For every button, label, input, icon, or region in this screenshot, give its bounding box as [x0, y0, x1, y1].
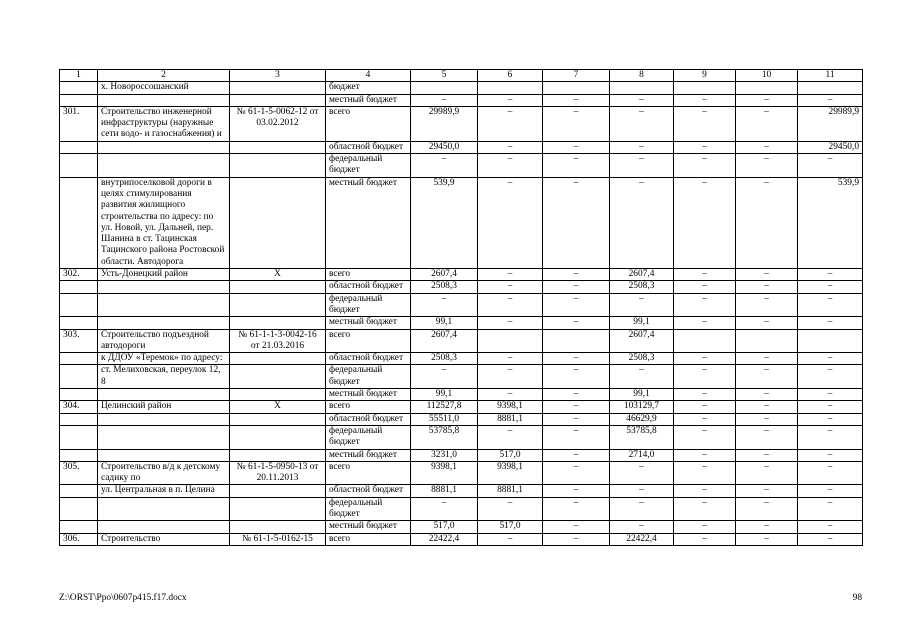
value-cell: –: [736, 269, 798, 281]
object-name-cell: [98, 94, 230, 106]
value-cell: –: [674, 154, 736, 178]
value-cell: –: [798, 281, 863, 293]
value-cell: 9398,1: [411, 461, 478, 485]
source-cell: местный бюджет: [326, 449, 411, 461]
doc-cell: № 61-1-5-0062-12 от 03.02.2012: [230, 106, 326, 141]
value-cell: 3231,0: [411, 449, 478, 461]
value-cell: 2508,3: [610, 353, 674, 365]
number-cell: [60, 353, 98, 365]
header-cell: 4: [326, 70, 411, 82]
value-cell: –: [736, 317, 798, 329]
value-cell: –: [798, 461, 863, 485]
doc-cell: [230, 449, 326, 461]
source-cell: областной бюджет: [326, 141, 411, 153]
value-cell: –: [674, 485, 736, 497]
value-cell: –: [543, 365, 610, 389]
value-cell: –: [610, 94, 674, 106]
value-cell: –: [736, 401, 798, 413]
number-cell: 302.: [60, 269, 98, 281]
value-cell: –: [674, 293, 736, 317]
value-cell: –: [674, 449, 736, 461]
source-cell: областной бюджет: [326, 485, 411, 497]
source-cell: федеральный бюджет: [326, 293, 411, 317]
value-cell: –: [674, 425, 736, 449]
value-cell: –: [478, 106, 543, 141]
value-cell: –: [478, 177, 543, 268]
value-cell: –: [543, 317, 610, 329]
doc-cell: [230, 293, 326, 317]
value-cell: –: [736, 177, 798, 268]
doc-cell: [230, 177, 326, 268]
value-cell: –: [674, 461, 736, 485]
source-cell: всего: [326, 461, 411, 485]
header-cell: 11: [798, 70, 863, 82]
object-name-cell: ст. Мелиховская, переулок 12, 8: [98, 365, 230, 389]
doc-cell: [230, 521, 326, 533]
source-cell: областной бюджет: [326, 281, 411, 293]
value-cell: –: [798, 365, 863, 389]
value-cell: –: [674, 141, 736, 153]
value-cell: 2607,4: [610, 329, 674, 353]
value-cell: –: [674, 401, 736, 413]
value-cell: –: [674, 365, 736, 389]
value-cell: –: [798, 497, 863, 521]
value-cell: 9398,1: [478, 401, 543, 413]
number-cell: [60, 365, 98, 389]
table-row: [60, 94, 863, 106]
table-row: [60, 389, 863, 401]
value-cell: –: [798, 413, 863, 425]
number-cell: [60, 293, 98, 317]
value-cell: –: [798, 521, 863, 533]
object-name-cell: [98, 389, 230, 401]
value-cell: –: [478, 389, 543, 401]
value-cell: –: [478, 141, 543, 153]
table-row: [60, 449, 863, 461]
value-cell: [674, 329, 736, 353]
value-cell: [674, 82, 736, 94]
value-cell: 8881,1: [411, 485, 478, 497]
value-cell: –: [543, 401, 610, 413]
table-row: [60, 329, 863, 353]
value-cell: –: [543, 425, 610, 449]
value-cell: [411, 82, 478, 94]
header-cell: 7: [543, 70, 610, 82]
value-cell: –: [610, 177, 674, 268]
value-cell: –: [543, 533, 610, 545]
value-cell: –: [736, 154, 798, 178]
table-row: [60, 533, 863, 545]
value-cell: 53785,8: [411, 425, 478, 449]
source-cell: всего: [326, 533, 411, 545]
value-cell: –: [798, 293, 863, 317]
value-cell: 99,1: [610, 389, 674, 401]
source-cell: всего: [326, 269, 411, 281]
value-cell: –: [674, 521, 736, 533]
value-cell: –: [736, 521, 798, 533]
number-cell: [60, 413, 98, 425]
value-cell: –: [543, 521, 610, 533]
value-cell: –: [543, 281, 610, 293]
value-cell: –: [478, 425, 543, 449]
header-cell: 2: [98, 70, 230, 82]
doc-cell: № 61-1-5-0162-15: [230, 533, 326, 545]
value-cell: –: [798, 485, 863, 497]
value-cell: –: [736, 497, 798, 521]
value-cell: –: [674, 269, 736, 281]
value-cell: [798, 329, 863, 353]
value-cell: –: [674, 533, 736, 545]
value-cell: 517,0: [478, 449, 543, 461]
value-cell: –: [798, 425, 863, 449]
value-cell: –: [798, 401, 863, 413]
value-cell: 29989,9: [798, 106, 863, 141]
object-name-cell: внутрипоселковой дороги в целях стимулирования развития жилищного строительства по адресу: по ул. Новой, ул. Дальней, пер. Шанина в ст. Тацинская Тацинского района Ростовской области. Автодорога: [98, 177, 230, 268]
value-cell: –: [798, 269, 863, 281]
table-row: [60, 521, 863, 533]
source-cell: областной бюджет: [326, 353, 411, 365]
value-cell: –: [736, 485, 798, 497]
value-cell: [736, 82, 798, 94]
value-cell: –: [736, 281, 798, 293]
value-cell: 2508,3: [610, 281, 674, 293]
budget-table: [59, 69, 863, 546]
value-cell: –: [411, 154, 478, 178]
table-row: [60, 293, 863, 317]
header-cell: 1: [60, 70, 98, 82]
value-cell: 112527,8: [411, 401, 478, 413]
value-cell: –: [610, 485, 674, 497]
object-name-cell: [98, 521, 230, 533]
object-name-cell: Строительство: [98, 533, 230, 545]
value-cell: –: [543, 106, 610, 141]
doc-cell: [230, 94, 326, 106]
value-cell: 22422,4: [411, 533, 478, 545]
value-cell: –: [736, 533, 798, 545]
value-cell: –: [543, 389, 610, 401]
value-cell: –: [478, 317, 543, 329]
number-cell: [60, 141, 98, 153]
number-cell: [60, 449, 98, 461]
object-name-cell: Строительство в/д к детскому садику по: [98, 461, 230, 485]
value-cell: 9398,1: [478, 461, 543, 485]
header-cell: 8: [610, 70, 674, 82]
value-cell: 99,1: [411, 317, 478, 329]
doc-cell: [230, 497, 326, 521]
value-cell: –: [543, 353, 610, 365]
value-cell: 2508,3: [411, 281, 478, 293]
value-cell: –: [478, 533, 543, 545]
header-cell: 9: [674, 70, 736, 82]
value-cell: 8881,1: [478, 485, 543, 497]
number-cell: [60, 389, 98, 401]
value-cell: [478, 329, 543, 353]
value-cell: –: [478, 154, 543, 178]
value-cell: –: [610, 497, 674, 521]
source-cell: всего: [326, 329, 411, 353]
value-cell: –: [543, 269, 610, 281]
doc-cell: [230, 485, 326, 497]
doc-cell: [230, 281, 326, 293]
table-row: [60, 497, 863, 521]
value-cell: 2607,4: [411, 329, 478, 353]
header-cell: 6: [478, 70, 543, 82]
table-row: [60, 353, 863, 365]
source-cell: всего: [326, 106, 411, 141]
value-cell: –: [543, 461, 610, 485]
value-cell: –: [543, 293, 610, 317]
header-row: [60, 70, 863, 82]
header-cell: 3: [230, 70, 326, 82]
value-cell: –: [478, 497, 543, 521]
source-cell: федеральный бюджет: [326, 365, 411, 389]
value-cell: –: [736, 353, 798, 365]
value-cell: –: [798, 449, 863, 461]
table-row: [60, 461, 863, 485]
value-cell: –: [478, 281, 543, 293]
source-cell: местный бюджет: [326, 94, 411, 106]
doc-cell: Х: [230, 401, 326, 413]
value-cell: –: [543, 154, 610, 178]
object-name-cell: Строительство подъездной автодороги: [98, 329, 230, 353]
value-cell: –: [411, 365, 478, 389]
object-name-cell: х. Новороссошанский: [98, 82, 230, 94]
table-body: [60, 82, 863, 546]
table-row: [60, 365, 863, 389]
value-cell: [478, 82, 543, 94]
value-cell: –: [610, 365, 674, 389]
object-name-cell: [98, 497, 230, 521]
table-row: [60, 401, 863, 413]
value-cell: –: [543, 177, 610, 268]
value-cell: –: [736, 141, 798, 153]
value-cell: –: [736, 449, 798, 461]
object-name-cell: Целинский район: [98, 401, 230, 413]
value-cell: –: [478, 293, 543, 317]
value-cell: –: [736, 425, 798, 449]
value-cell: –: [736, 106, 798, 141]
source-cell: федеральный бюджет: [326, 425, 411, 449]
value-cell: –: [674, 389, 736, 401]
header-cell: 5: [411, 70, 478, 82]
page-number: 98: [852, 593, 862, 603]
table-row: [60, 154, 863, 178]
table-row: [60, 425, 863, 449]
value-cell: 103129,7: [610, 401, 674, 413]
doc-cell: [230, 317, 326, 329]
value-cell: –: [674, 106, 736, 141]
value-cell: [610, 82, 674, 94]
value-cell: –: [798, 317, 863, 329]
value-cell: –: [736, 365, 798, 389]
value-cell: –: [610, 141, 674, 153]
value-cell: 29450,0: [411, 141, 478, 153]
value-cell: –: [798, 154, 863, 178]
value-cell: –: [674, 281, 736, 293]
object-name-cell: [98, 413, 230, 425]
object-name-cell: [98, 281, 230, 293]
value-cell: –: [411, 497, 478, 521]
value-cell: –: [674, 317, 736, 329]
value-cell: –: [543, 141, 610, 153]
value-cell: [798, 82, 863, 94]
source-cell: местный бюджет: [326, 177, 411, 268]
table-row: [60, 141, 863, 153]
value-cell: 2714,0: [610, 449, 674, 461]
value-cell: 2607,4: [610, 269, 674, 281]
object-name-cell: [98, 317, 230, 329]
object-name-cell: ул. Центральная в п. Целина: [98, 485, 230, 497]
object-name-cell: Строительство инженерной инфраструктуры (наружные сети водо- и газоснабжения) и: [98, 106, 230, 141]
value-cell: –: [610, 293, 674, 317]
object-name-cell: [98, 425, 230, 449]
number-cell: [60, 82, 98, 94]
value-cell: –: [543, 485, 610, 497]
value-cell: 539,9: [411, 177, 478, 268]
value-cell: 2508,3: [411, 353, 478, 365]
number-cell: [60, 521, 98, 533]
number-cell: [60, 497, 98, 521]
doc-cell: [230, 82, 326, 94]
doc-cell: [230, 389, 326, 401]
table-row: [60, 281, 863, 293]
table-row: [60, 317, 863, 329]
table-row: [60, 82, 863, 94]
table-row: [60, 413, 863, 425]
number-cell: 306.: [60, 533, 98, 545]
value-cell: –: [610, 461, 674, 485]
value-cell: 99,1: [411, 389, 478, 401]
number-cell: [60, 177, 98, 268]
table-row: [60, 177, 863, 268]
value-cell: 99,1: [610, 317, 674, 329]
value-cell: –: [736, 94, 798, 106]
value-cell: 55511,0: [411, 413, 478, 425]
value-cell: 517,0: [478, 521, 543, 533]
value-cell: –: [610, 521, 674, 533]
value-cell: 22422,4: [610, 533, 674, 545]
source-cell: бюджет: [326, 82, 411, 94]
value-cell: –: [674, 497, 736, 521]
value-cell: –: [543, 94, 610, 106]
value-cell: –: [674, 177, 736, 268]
value-cell: –: [478, 269, 543, 281]
value-cell: –: [674, 94, 736, 106]
value-cell: [736, 329, 798, 353]
value-cell: –: [798, 353, 863, 365]
number-cell: [60, 425, 98, 449]
object-name-cell: к ДДОУ «Теремок» по адресу:: [98, 353, 230, 365]
number-cell: [60, 154, 98, 178]
value-cell: [543, 82, 610, 94]
table-row: [60, 106, 863, 141]
value-cell: –: [478, 353, 543, 365]
number-cell: [60, 94, 98, 106]
value-cell: 517,0: [411, 521, 478, 533]
value-cell: –: [674, 413, 736, 425]
doc-cell: [230, 413, 326, 425]
value-cell: 8881,1: [478, 413, 543, 425]
doc-cell: [230, 425, 326, 449]
number-cell: 303.: [60, 329, 98, 353]
source-cell: местный бюджет: [326, 389, 411, 401]
number-cell: [60, 317, 98, 329]
number-cell: [60, 485, 98, 497]
value-cell: –: [736, 293, 798, 317]
doc-cell: Х: [230, 269, 326, 281]
source-cell: всего: [326, 401, 411, 413]
source-cell: областной бюджет: [326, 413, 411, 425]
doc-cell: № 61-1-1-3-0042-16 от 21.03.2016: [230, 329, 326, 353]
object-name-cell: [98, 293, 230, 317]
doc-cell: [230, 154, 326, 178]
object-name-cell: Усть-Донецкий район: [98, 269, 230, 281]
doc-cell: [230, 353, 326, 365]
number-cell: 305.: [60, 461, 98, 485]
number-cell: [60, 281, 98, 293]
object-name-cell: [98, 141, 230, 153]
source-cell: федеральный бюджет: [326, 497, 411, 521]
value-cell: –: [736, 413, 798, 425]
object-name-cell: [98, 449, 230, 461]
value-cell: [543, 329, 610, 353]
value-cell: –: [674, 353, 736, 365]
value-cell: –: [610, 154, 674, 178]
value-cell: –: [798, 389, 863, 401]
source-cell: местный бюджет: [326, 317, 411, 329]
value-cell: –: [478, 365, 543, 389]
footer-file-path: Z:\ORST\Ppo\0607p415.f17.docx: [59, 593, 187, 603]
value-cell: –: [411, 94, 478, 106]
value-cell: –: [411, 293, 478, 317]
value-cell: 2607,4: [411, 269, 478, 281]
doc-cell: № 61-1-5-0950-13 от 20.11.2013: [230, 461, 326, 485]
source-cell: местный бюджет: [326, 521, 411, 533]
value-cell: 29450,0: [798, 141, 863, 153]
number-cell: 301.: [60, 106, 98, 141]
value-cell: –: [736, 461, 798, 485]
doc-cell: [230, 365, 326, 389]
value-cell: 53785,8: [610, 425, 674, 449]
object-name-cell: [98, 154, 230, 178]
value-cell: –: [798, 94, 863, 106]
number-cell: 304.: [60, 401, 98, 413]
value-cell: –: [543, 497, 610, 521]
header-cell: 10: [736, 70, 798, 82]
table-row: [60, 485, 863, 497]
source-cell: федеральный бюджет: [326, 154, 411, 178]
table-row: [60, 269, 863, 281]
value-cell: –: [543, 413, 610, 425]
value-cell: –: [798, 533, 863, 545]
value-cell: –: [543, 449, 610, 461]
value-cell: –: [478, 94, 543, 106]
value-cell: 29989,9: [411, 106, 478, 141]
doc-cell: [230, 141, 326, 153]
value-cell: –: [736, 389, 798, 401]
value-cell: 539,9: [798, 177, 863, 268]
value-cell: 46629,9: [610, 413, 674, 425]
value-cell: –: [610, 106, 674, 141]
